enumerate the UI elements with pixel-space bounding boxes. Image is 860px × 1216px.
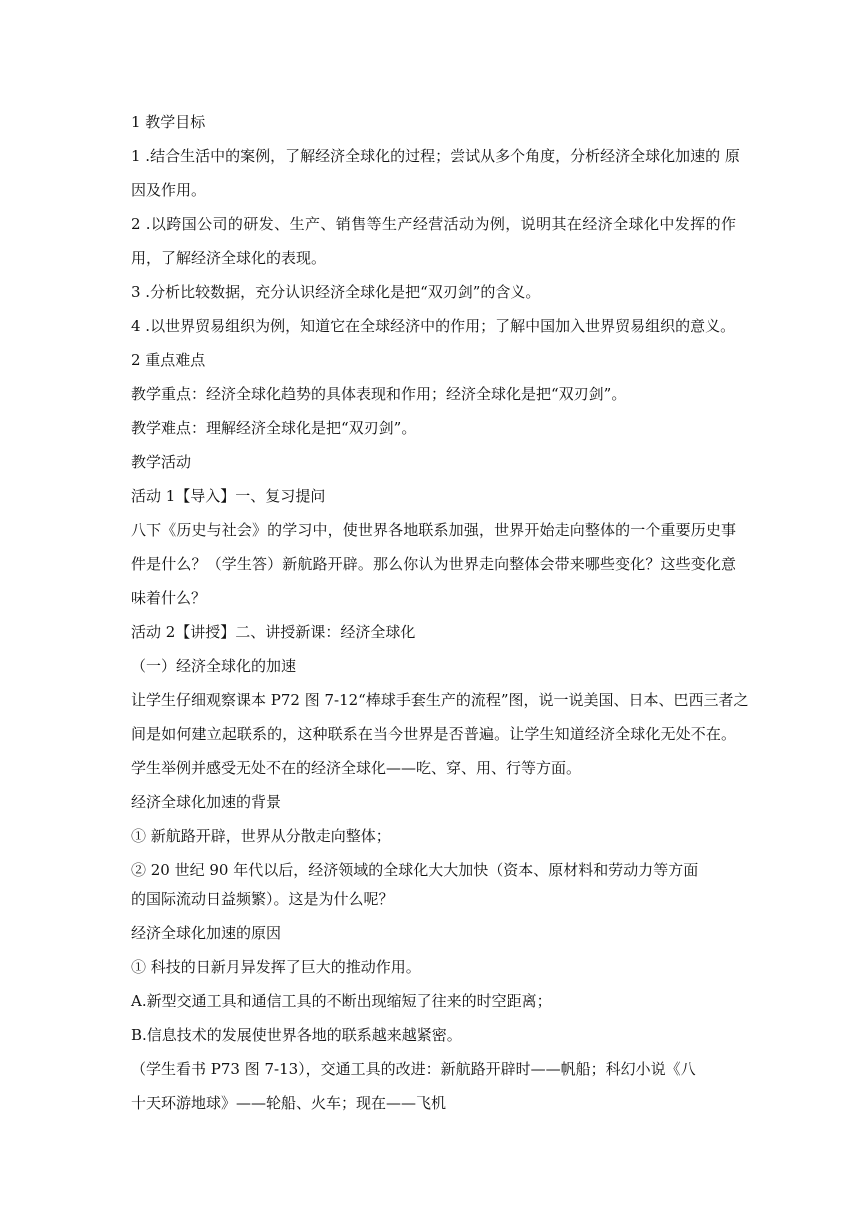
teaching-focus: 教学重点：经济全球化趋势的具体表现和作用；经济全球化是把“双刃剑”。 bbox=[131, 385, 627, 403]
activity-1-text-line-1: 八下《历史与社会》的学习中，使世界各地联系加强，世界开始走向整体的一个重要历史事 bbox=[131, 521, 736, 539]
transport-note-line-2: 十天环游地球》——轮船、火车；现在——飞机 bbox=[131, 1094, 447, 1112]
section-heading-key-points: 2 重点难点 bbox=[131, 351, 206, 369]
background-item-2-line-2: 的国际流动日益频繁）。这是为什么呢？ bbox=[131, 890, 394, 908]
objective-1-line-1: 1 .结合生活中的案例，了解经济全球化的过程；尝试从多个角度，分析经济全球化加速的 原 bbox=[131, 147, 740, 165]
observation-text-line-1: 让学生仔细观察课本 P72 图 7-12“棒球手套生产的流程”图，说一说美国、日本、巴西三者之 bbox=[131, 691, 749, 709]
activity-1-text-line-2: 件是什么？（学生答）新航路开辟。那么你认为世界走向整体会带来哪些变化？这些变化意 bbox=[131, 555, 736, 573]
background-item-2-line-1: ② 20 世纪 90 年代以后，经济领域的全球化大大加快（资本、原材料和劳动力等方面 bbox=[131, 861, 699, 879]
background-item-1: ① 新航路开辟，世界从分散走向整体； bbox=[131, 827, 391, 845]
section-heading-objectives: 1 教学目标 bbox=[131, 113, 206, 131]
observation-text-line-2: 间是如何建立起联系的，这种联系在当今世界是否普遍。让学生知道经济全球化无处不在。 bbox=[131, 725, 736, 743]
subsection-heading-acceleration: （一）经济全球化的加速 bbox=[131, 657, 297, 675]
objective-3: 3 .分析比较数据，充分认识经济全球化是把“双刃剑”的含义。 bbox=[131, 283, 541, 301]
objective-4: 4 .以世界贸易组织为例，知道它在全球经济中的作用；了解中国加入世界贸易组织的意义。 bbox=[131, 317, 736, 335]
reason-item-1a: A.新型交通工具和通信工具的不断出现缩短了往来的时空距离； bbox=[131, 992, 552, 1010]
objective-2-line-2: 用，了解经济全球化的表现。 bbox=[131, 249, 327, 267]
reason-item-1: ① 科技的日新月异发挥了巨大的推动作用。 bbox=[131, 958, 421, 976]
activity-1-heading: 活动 1【导入】一、复习提问 bbox=[131, 487, 326, 505]
background-heading: 经济全球化加速的背景 bbox=[131, 793, 282, 811]
observation-text-line-3: 学生举例并感受无处不在的经济全球化——吃、穿、用、行等方面。 bbox=[131, 759, 582, 777]
transport-note-line-1: （学生看书 P73 图 7-13），交通工具的改进：新航路开辟时——帆船；科幻小说《八 bbox=[131, 1060, 696, 1078]
reason-item-1b: B.信息技术的发展使世界各地的联系越来越紧密。 bbox=[131, 1026, 462, 1044]
activity-2-heading: 活动 2【讲授】二、讲授新课：经济全球化 bbox=[131, 623, 416, 641]
teaching-difficulty: 教学难点：理解经济全球化是把“双刃剑”。 bbox=[131, 419, 417, 437]
activity-1-text-line-3: 味着什么？ bbox=[131, 589, 207, 607]
section-heading-activities: 教学活动 bbox=[131, 453, 192, 471]
objective-2-line-1: 2 .以跨国公司的研发、生产、销售等生产经营活动为例，说明其在经济全球化中发挥的作 bbox=[131, 215, 736, 233]
objective-1-line-2: 因及作用。 bbox=[131, 181, 207, 199]
reasons-heading: 经济全球化加速的原因 bbox=[131, 924, 282, 942]
